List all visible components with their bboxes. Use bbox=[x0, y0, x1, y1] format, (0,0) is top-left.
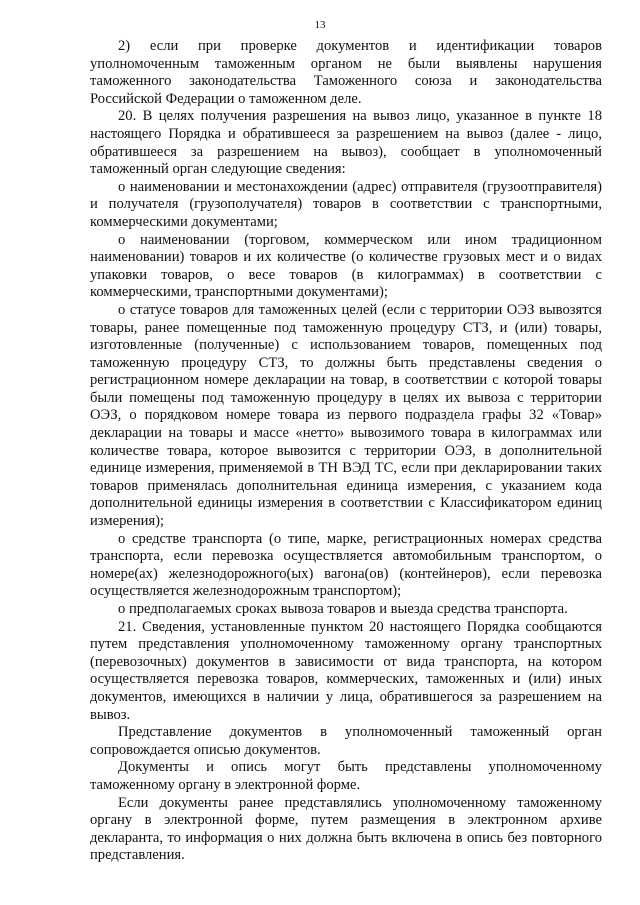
paragraph-point-21: 21. Сведения, установленные пунктом 20 настоящего Порядка сообщаются путем представления уполномоченному таможенному органу транспортных (перевозочных) документов в зависимости от вида транспорта, на котором осуществляется перевозка товаров, коммерческих, таможенных и (или) иных документов, имеющихся в наличии у лица, обратившегося за разрешением на вывоз. bbox=[90, 618, 602, 723]
paragraph-electronic-form: Документы и опись могут быть представлены уполномоченному таможенному органу в электронной форме. bbox=[90, 759, 602, 793]
paragraph-electronic-archive: Если документы ранее представлялись уполномоченному таможенному органу в электронной форме, путем размещения в электронном архиве декларанта, то информация о них должна быть включена в опись без повторного представления. bbox=[90, 794, 602, 864]
paragraph-transport-vehicle: о средстве транспорта (о типе, марке, регистрационных номерах средства транспорта, если перевозка осуществляется автомобильным транспортом, о номере(ах) железнодорожного(ых) вагона(ов) (контейнеров), если перевозка осуществляется железнодорожным транспортом); bbox=[90, 530, 602, 600]
paragraph-export-dates: о предполагаемых сроках вывоза товаров и выезда средства транспорта. bbox=[118, 601, 568, 617]
page-number: 13 bbox=[314, 19, 326, 31]
paragraph-goods-name: о наименовании (торговом, коммерческом или ином традиционном наименовании) товаров и их количестве (о количестве грузовых мест и о видах упаковки товаров, о весе товаров (в килограммах) в соответствии с коммерческими, транспортными документами); bbox=[90, 231, 602, 301]
paragraph-point-20: 20. В целях получения разрешения на вывоз лицо, указанное в пункте 18 настоящего Порядка и обратившееся за разрешением на вывоз (далее - лицо, обратившееся за разрешением на вывоз), сообщает в уполномоченный таможенный орган следующие сведения: bbox=[90, 108, 602, 178]
paragraph-inventory: Представление документов в уполномоченный таможенный орган сопровождается описью документов. bbox=[90, 724, 602, 758]
paragraph-sender-recipient: о наименовании и местонахождении (адрес) отправителя (грузоотправителя) и получателя (грузополучателя) товаров в соответствии с транспортными, коммерческими документами; bbox=[90, 178, 602, 230]
document-body bbox=[90, 38, 602, 865]
paragraph-goods-status: о статусе товаров для таможенных целей (если с территории ОЭЗ вывозятся товары, ранее помещенные под таможенную процедуру СТЗ, и (или) товары, изготовленные (полученные) с использованием товаров, помещенных под таможенную процедуру СТЗ, то должны быть представлены сведения о регистрационном номере декларации на товар, в соответствии с которой товары были помещены под таможенную процедуру в целях их вывоза с территории ОЭЗ, о порядковом номере товара из первого подраздела графы 32 «Товар» декларации на товары и массе «нетто» вывозимого товара в килограммах или количестве товара, которое вывозится с территории ОЭЗ, в дополнительной единице измерения, применяемой в ТН ВЭД ТС, если при декларировании таких товаров применялась дополнительная единица измерения, с указанием кода дополнительной единицы измерения в соответствии с Классификатором единиц измерения); bbox=[90, 301, 602, 530]
paragraph-item-2: 2) если при проверке документов и идентификации товаров уполномоченным таможенным органом не были выявлены нарушения таможенного законодательства Таможенного союза и законодательства Российской Федерации о таможенном деле. bbox=[90, 38, 602, 107]
